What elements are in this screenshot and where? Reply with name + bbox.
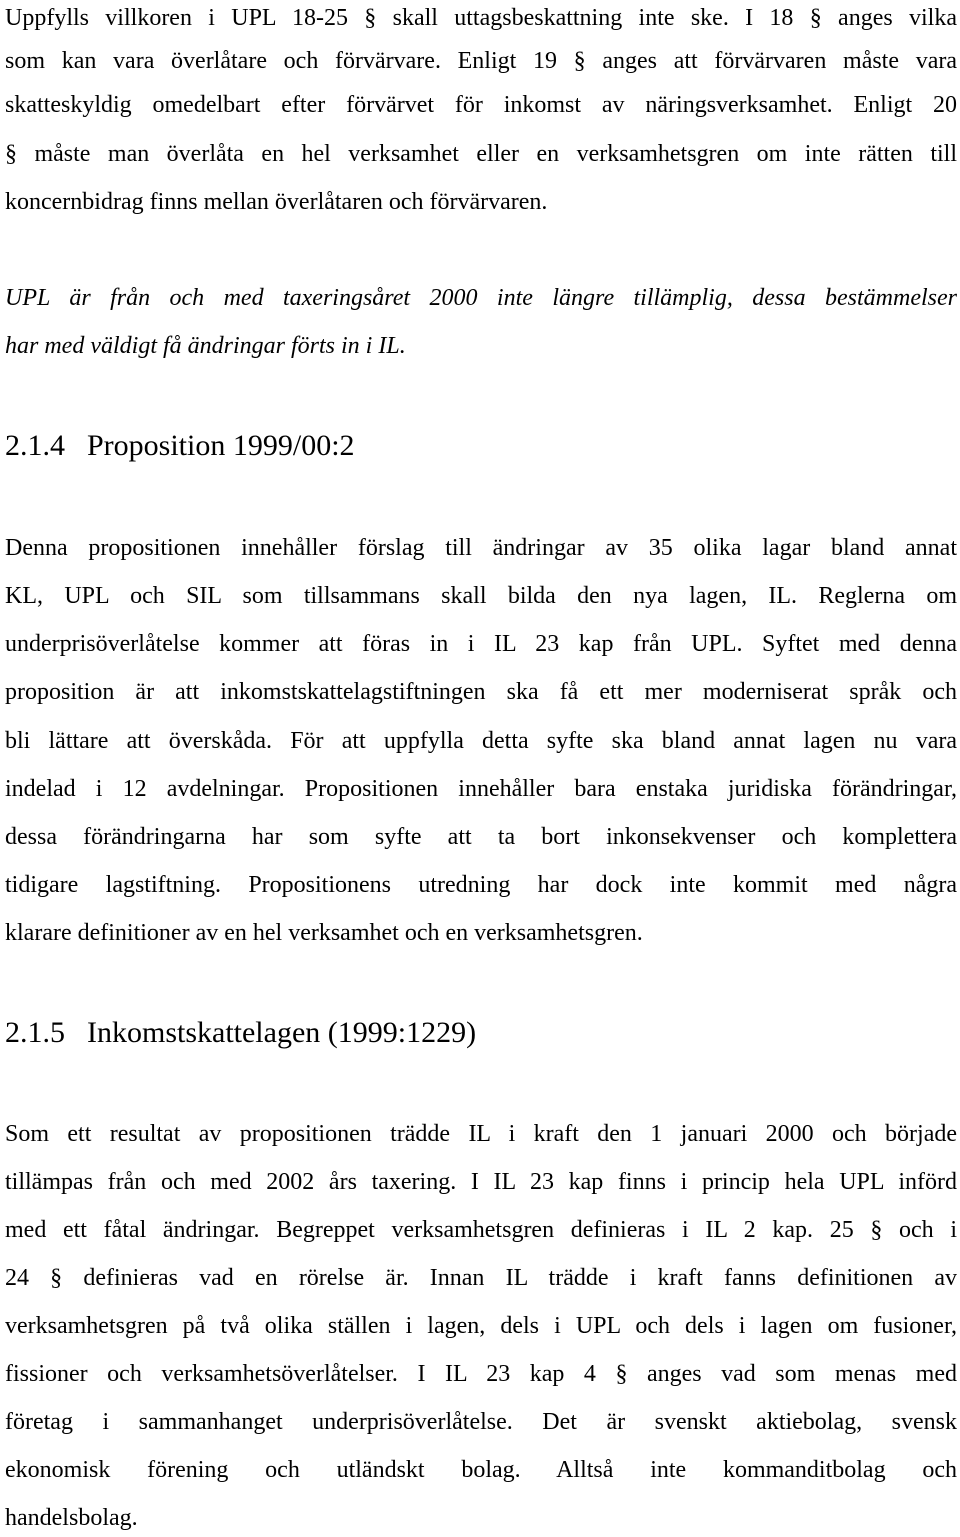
paragraph-inkomstskattelagen — [5, 1116, 957, 1536]
text-line: koncernbidrag finns mellan överlåtaren och förvärvaren. — [5, 189, 548, 215]
text-line: fissioner och verksamhetsöverlåtelser. I IL 23 kap 4 § anges vad som menas med — [5, 1361, 957, 1387]
text-line: dessa förändringarna har som syfte att ta bort inkonsekvenser och komplettera — [5, 824, 957, 850]
text-line: handelsbolag. — [5, 1505, 138, 1531]
section-heading-2-1-4 — [5, 423, 957, 469]
text-line: tillämpas från och med 2002 års taxering. I IL 23 kap finns i princip hela UPL införd — [5, 1169, 957, 1195]
text-line: 24 § definieras vad en rörelse är. Innan IL trädde i kraft fanns definitionen av — [5, 1265, 957, 1291]
paragraph-upl-replaced — [5, 280, 957, 370]
text-line: klarare definitioner av en hel verksamhet och en verksamhetsgren. — [5, 920, 643, 946]
text-line: UPL är från och med taxeringsåret 2000 inte längre tillämplig, dessa bestämmelser — [5, 285, 957, 311]
text-line: § måste man överlåta en hel verksamhet eller en verksamhetsgren om inte rätten till — [5, 141, 957, 167]
section-number: 2.1.4 — [5, 429, 65, 462]
text-line: företag i sammanhanget underprisöverlåtelse. Det är svenskt aktiebolag, svensk — [5, 1409, 957, 1435]
section-heading-2-1-5 — [5, 1010, 957, 1056]
text-line: som kan vara överlåtare och förvärvare. Enligt 19 § anges att förvärvaren måste vara — [5, 48, 957, 74]
text-line: underprisöverlåtelse kommer att föras in i IL 23 kap från UPL. Syftet med denna — [5, 631, 957, 657]
text-line: skatteskyldig omedelbart efter förvärvet för inkomst av näringsverksamhet. Enligt 20 — [5, 92, 957, 118]
text-line: Denna propositionen innehåller förslag till ändringar av 35 olika lagar bland annat — [5, 535, 957, 561]
text-line: Uppfylls villkoren i UPL 18-25 § skall uttagsbeskattning inte ske. I 18 § anges vilka — [5, 5, 957, 31]
section-title: Proposition 1999/00:2 — [87, 429, 355, 462]
text-line: verksamhetsgren på två olika ställen i lagen, dels i UPL och dels i lagen om fusioner, — [5, 1313, 957, 1339]
section-number: 2.1.5 — [5, 1016, 65, 1049]
paragraph-proposition — [5, 530, 957, 970]
text-line: indelad i 12 avdelningar. Propositionen innehåller bara enstaka juridiska förändringar, — [5, 776, 957, 802]
text-line: proposition är att inkomstskattelagstiftningen ska få ett mer moderniserat språk och — [5, 679, 957, 705]
text-line: KL, UPL och SIL som tillsammans skall bilda den nya lagen, IL. Reglerna om — [5, 583, 957, 609]
text-line: har med väldigt få ändringar förts in i IL. — [5, 333, 406, 359]
paragraph-upl-conditions — [5, 0, 957, 230]
text-line: bli lättare att överskåda. För att uppfylla detta syfte ska bland annat lagen nu vara — [5, 728, 957, 754]
text-line: tidigare lagstiftning. Propositionens utredning har dock inte kommit med några — [5, 872, 957, 898]
section-title: Inkomstskattelagen (1999:1229) — [87, 1016, 477, 1049]
text-line: Som ett resultat av propositionen trädde IL i kraft den 1 januari 2000 och började — [5, 1121, 957, 1147]
text-line: med ett fåtal ändringar. Begreppet verksamhetsgren definieras i IL 2 kap. 25 § och i — [5, 1217, 957, 1243]
text-line: ekonomisk förening och utländskt bolag. Alltså inte kommanditbolag och — [5, 1457, 957, 1483]
